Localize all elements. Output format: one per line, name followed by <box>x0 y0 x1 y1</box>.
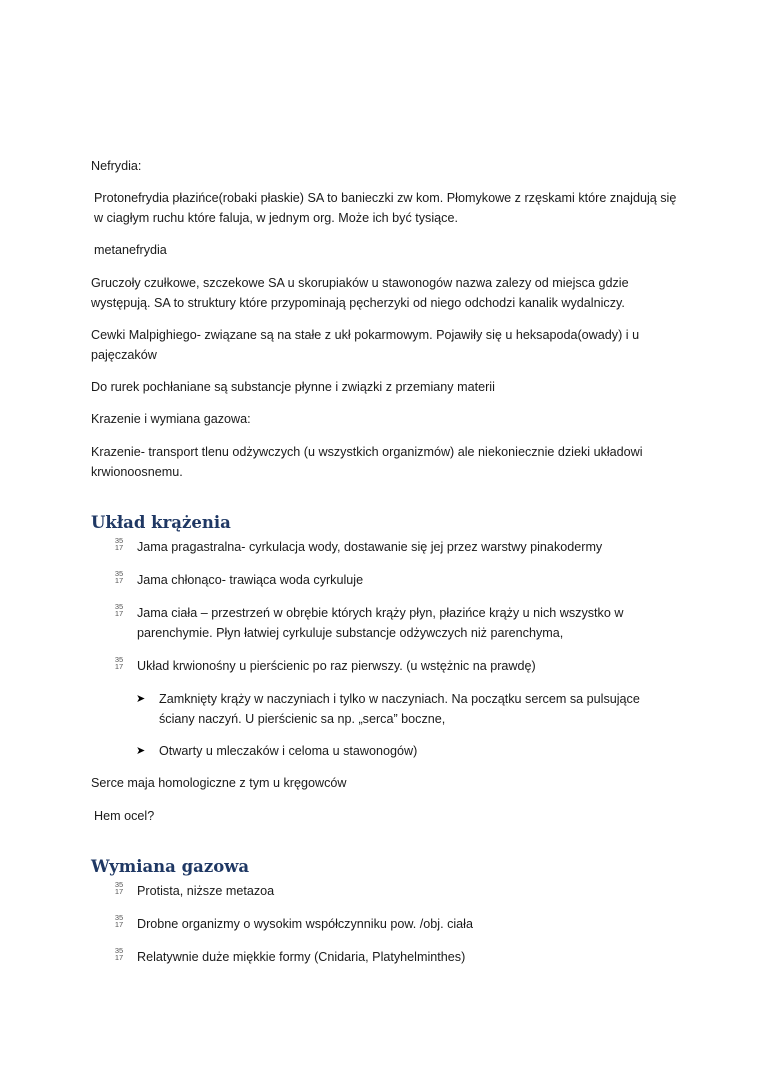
bullet-icon: 35 17 <box>114 536 124 552</box>
heading-uklad-krazenia: Układ krążenia <box>91 513 231 532</box>
paragraph-krazenie-transport: Krazenie- transport tlenu odżywczych (u wszystkich organizmów) ale niekoniecznie dzieki układowi krwionoosnemu. <box>91 445 643 479</box>
bullet-icon: 35 17 <box>114 880 124 896</box>
list-item: 35 17 Jama pragastralna- cyrkulacja wody, dostawanie się jej przez warstwy pinakodermy <box>112 537 672 557</box>
heading-wymiana-gazowa: Wymiana gazowa <box>91 857 250 876</box>
paragraph-serce: Serce maja homologiczne z tym u kręgowców <box>91 776 347 790</box>
bullet-icon: 35 17 <box>114 602 124 618</box>
paragraph-metanefrydia: metanefrydia <box>94 243 167 257</box>
list-item: 35 17 Jama chłonąco- trawiąca woda cyrkuluje <box>112 570 672 590</box>
bullet-icon: 35 17 <box>114 569 124 585</box>
list-item: 35 17 Układ krwionośny u pierścienic po raz pierwszy. (u wstężnic na prawdę) <box>112 656 672 676</box>
sub-list-item: ➤ Zamknięty krąży w naczyniach i tylko w naczyniach. Na początku sercem sa pulsujące ściany naczyń. U pierścienic sa np. „serca” boczne, <box>136 689 676 729</box>
paragraph-gruczoly: Gruczoły czułkowe, szczekowe SA u skorupiaków u stawonogów nazwa zalezy od miejsca gdzie występują. SA to struktury które przypominają pęcherzyki od niego odchodzi kanalik wydalniczy. <box>91 276 629 310</box>
bullet-icon: 35 17 <box>114 913 124 929</box>
paragraph-nefrydia: Nefrydia: <box>91 159 142 173</box>
list-item: 35 17 Relatywnie duże miękkie formy (Cnidaria, Platyhelminthes) <box>112 947 672 967</box>
sub-list-item: ➤ Otwarty u mleczaków i celoma u stawonogów) <box>136 741 676 761</box>
paragraph-cewki: Cewki Malpighiego- związane są na stałe z ukł pokarmowym. Pojawiły się u heksapoda(owady) i u pajęczaków <box>91 328 640 362</box>
bullet-icon: 35 17 <box>114 946 124 962</box>
bullet-icon: 35 17 <box>114 655 124 671</box>
list-item: 35 17 Drobne organizmy o wysokim współczynniku pow. /obj. ciała <box>112 914 672 934</box>
paragraph-do-rurek: Do rurek pochłaniane są substancje płynne i związki z przemiany materii <box>91 380 495 394</box>
paragraph-hem-ocel: Hem ocel? <box>94 809 155 823</box>
arrow-bullet-icon: ➤ <box>136 745 146 757</box>
list-item: 35 17 Jama ciała – przestrzeń w obrębie których krąży płyn, płazińce krąży u nich wszystko w parenchymie. Płyn łatwiej cyrkuluje substancje odżywczych niż parenchyma, <box>112 603 672 643</box>
arrow-bullet-icon: ➤ <box>136 693 146 705</box>
list-item: 35 17 Protista, niższe metazoa <box>112 881 672 901</box>
paragraph-krazenie-wymiana: Krazenie i wymiana gazowa: <box>91 412 251 426</box>
paragraph-protonefrydia: Protonefrydia płazińce(robaki płaskie) SA to banieczki zw kom. Płomykowe z rzęskami które znajdują się w ciagłym ruchu które faluja, w jednym org. Może ich być tysiące. <box>94 191 677 225</box>
